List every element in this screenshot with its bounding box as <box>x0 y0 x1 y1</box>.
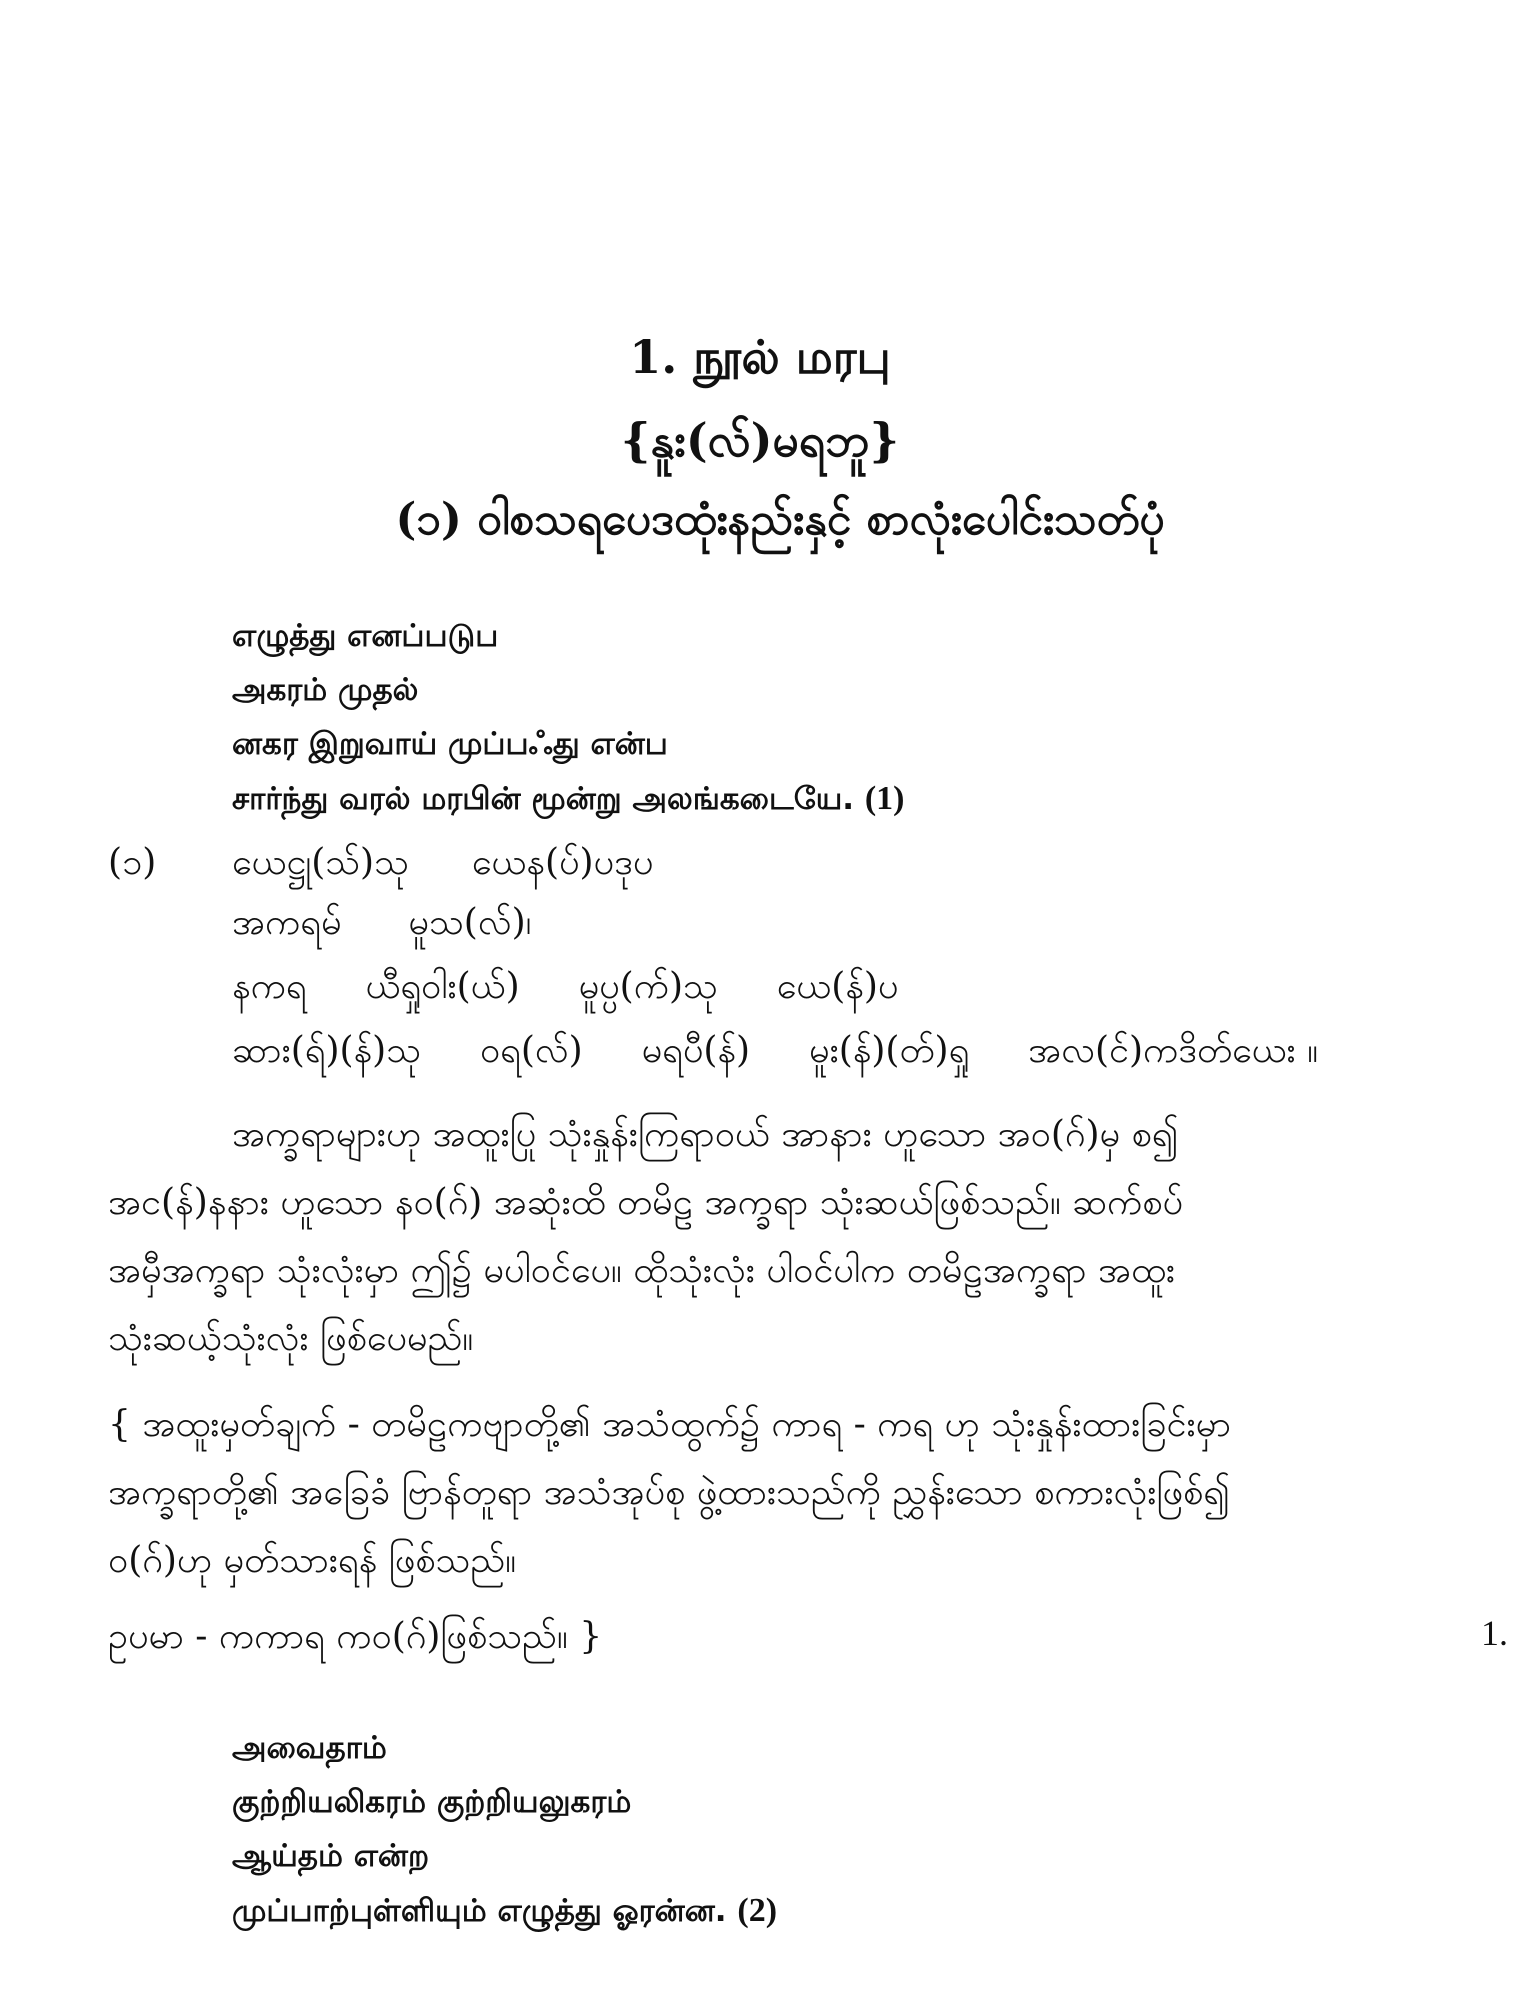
note-line-2: အက္ခရာတို့၏ အခြေခံ ဗြာန်တူရာ အသံအုပ်စု ဖွဲ့ထားသည်ကို ညွှန်းသော စကားလုံးဖြစ်၍ <box>108 1472 1231 1513</box>
chapter-number: 1. <box>629 330 678 384</box>
section-title: (၁) ဝါစသရပေဒထုံးနည်းနှင့် စာလုံးပေါင်းသတ်ပုံ <box>395 494 1165 545</box>
paragraph1-line-4: သုံးဆယ့်သုံးလုံး ဖြစ်ပေမည်။ <box>108 1318 474 1359</box>
verse2-line-4 <box>232 1892 777 1933</box>
trans1-word: ယေဋ္ဌု(သ်)သု <box>232 842 409 883</box>
note-line-3: ဝ(ဂ်)ဟု မှတ်သားရန် ဖြစ်သည်။ <box>108 1540 517 1581</box>
trans1-word: ယီရှုဝါး(ယ်) <box>365 966 520 1007</box>
verse1-line-4-text: சார்ந்து வரல் மரபின் மூன்று அலங்கடையே. <box>232 781 855 817</box>
paragraph1-line-1: အက္ခရာများဟု အထူးပြု သုံးနှုန်းကြရာဝယ် အာနား ဟူသော အဝ(ဂ်)မှ စ၍ <box>232 1114 1179 1155</box>
transliteration1-line-2 <box>232 898 531 952</box>
transliteration1-line-1 <box>232 838 653 892</box>
verse1-line-4 <box>232 780 905 821</box>
verse1-line-1: எழுத்து எனப்படுப <box>232 618 499 654</box>
verse2-line-3: ஆய்தம் என்ற <box>232 1838 430 1874</box>
trans1-word: မူပ္ပ(က်)သု <box>578 966 718 1007</box>
verse1-line-2: அகரம் முதல் <box>232 672 419 708</box>
verse2-line-1: அவைதாம் <box>232 1730 387 1766</box>
verse2-line-2: குற்றியலிகரம் குற்றியலுகரம் <box>232 1784 632 1820</box>
trans1-word: နကရ <box>232 966 307 1007</box>
trans1-word: မူသ(လ်)၊ <box>408 902 532 943</box>
transliteration1-label: (၁) <box>108 842 157 883</box>
paragraph1-line-3: အမှီအက္ခရာ သုံးလုံးမှာ ဤ၌ မပါဝင်ပေ။ ထိုသုံးလုံး ပါဝင်ပါက တမိဠအက္ခရာ အထူး <box>108 1250 1176 1291</box>
trans1-word: ယေ(န်)ပ <box>776 966 899 1007</box>
trans1-word: မရပီ(န်) <box>641 1030 751 1071</box>
trans1-word: အကရမ် <box>232 902 342 943</box>
verse2-number: (2) <box>737 1892 778 1929</box>
trans1-word: မူး(န်)(တ်)ရှု <box>809 1030 970 1071</box>
trans1-word: ဆား(ရ်)(န်)သု <box>232 1030 422 1071</box>
trans1-word: အလ(င်)ကဒိတ်ယေး ။ <box>1028 1030 1319 1071</box>
verse1-line-3: னகர இறுவாய் முப்பஃது என்ப <box>232 726 668 762</box>
verse1-number: (1) <box>864 780 905 817</box>
transliteration1-line-4 <box>232 1026 1318 1080</box>
chapter-transliteration: {နူး(လ်)မရဘူ} <box>620 413 900 467</box>
chapter-title: நூல் மரபு <box>693 330 891 384</box>
verse2-line-4-text: முப்பாற்புள்ளியும் எழுத்து ஓரன்ன. <box>232 1893 727 1929</box>
chapter-heading <box>10 330 1510 391</box>
paragraph1-line-2: အင(န်)နနား ဟူသော နဝ(ဂ်) အဆုံးထိ တမိဠ အက္ခရာ သုံးဆယ်ဖြစ်သည်။ ဆက်စပ် <box>108 1182 1184 1223</box>
trans1-word: ယေန(ပ်)ပဒုပ <box>471 842 654 883</box>
transliteration1-line-3 <box>232 962 898 1016</box>
page-number: 1. <box>1481 1613 1508 1653</box>
note-line-1: { အထူးမှတ်ချက် - တမိဠကဗျာတို့၏ အသံထွက်၌ ကာရ - ကရ ဟု သုံးနှုန်းထားခြင်းမှာ <box>108 1404 1232 1445</box>
note-line-4: ဥပမာ - ကကာရ ကဝ(ဂ်)ဖြစ်သည်။ } <box>108 1616 603 1657</box>
trans1-word: ဝရ(လ်) <box>479 1030 583 1071</box>
